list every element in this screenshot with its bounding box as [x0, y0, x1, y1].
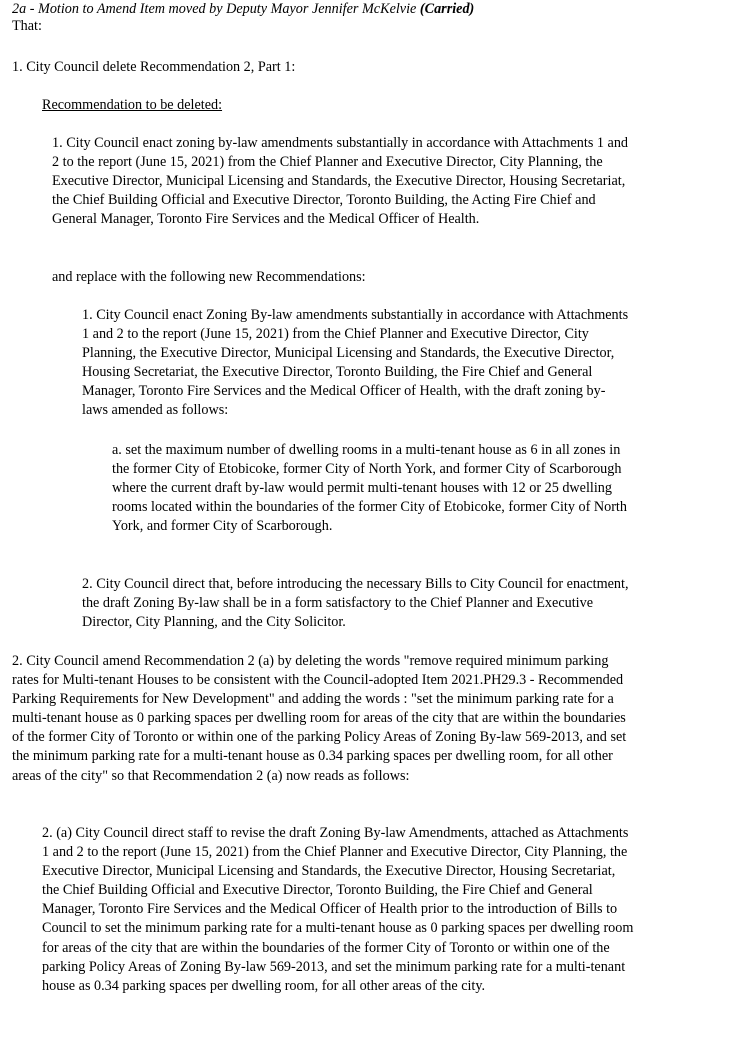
part1-instruction: 1. City Council delete Recommendation 2, Part 1: — [12, 59, 296, 75]
part2-instruction: 2. City Council amend Recommendation 2 (a) by deleting the words "remove required minimum parking rates for Multi-tenant Houses to be consistent with the Council-adopted Item 2021.PH29.3 - Recommended Parking Requirements for New Development" and adding the words : "set the minimum parking rate for a multi-tenant house as 0 parking spaces per dwelling room for areas of the city that are within the boundaries of the former City of Toronto or within one of the parking Policy Areas of Zoning By-law 569-2013, and set the minimum parking rate for a multi-tenant house as 0.34 parking spaces per dwelling room, for all other areas of the city" so that Recommendation 2 (a) now reads as follows: — [12, 653, 627, 784]
new-recommendation-1a: a. set the maximum number of dwelling rooms in a multi-tenant house as 6 in all zones in the former City of Etobicoke, former City of North York, and former City of Scarborough where the current draft by-law would permit multi-tenant houses with 12 or 25 dwelling rooms located within the boundaries of the former City of Etobicoke, former City of North York, and former City of Scarborough. — [112, 442, 627, 535]
replace-intro: and replace with the following new Recommendations: — [52, 269, 366, 285]
motion-status: (Carried) — [419, 1, 475, 17]
motion-that: That: — [12, 18, 42, 34]
amended-recommendation-2a: 2. (a) City Council direct staff to revise the draft Zoning By-law Amendments, attached as Attachments 1 and 2 to the report (June 15, 2021) from the Chief Planner and Executive Director, City Planning, the Executive Director, Municipal Licensing and Standards, the Executive Director, Housing Secretariat, the Chief Building Official and Executive Director, Toronto Building, the Fire Chief and General Manager, Toronto Fire Services and the Medical Officer of Health prior to the introduction of Bills to Council to set the minimum parking rate for a multi-tenant house as 0 parking spaces per dwelling room for areas of the city that are within the boundaries of the former City of Toronto or within one of the parking Policy Areas of Zoning By-law 569-2013, and set the minimum parking rate for a multi-tenant house as 0.34 parking spaces per dwelling room, for all other areas of the city. — [42, 825, 634, 994]
deleted-heading: Recommendation to be deleted: — [42, 97, 223, 113]
new-recommendation-2: 2. City Council direct that, before introducing the necessary Bills to City Council for enactment, the draft Zoning By-law shall be in a form satisfactory to the Chief Planner and Executive Director, City Planning, and the City Solicitor. — [82, 576, 629, 631]
motion-title: 2a - Motion to Amend Item moved by Deputy Mayor Jennifer McKelvie — [12, 1, 417, 17]
new-recommendation-1: 1. City Council enact Zoning By-law amendments substantially in accordance with Attachments 1 and 2 to the report (June 15, 2021) from the Chief Planner and Executive Director, City Planning, the Executive Director, Municipal Licensing and Standards, the Executive Director, Housing Secretariat, the Executive Director, Toronto Building, the Fire Chief and General Manager, Toronto Fire Services and the Medical Officer of Health, with the draft zoning by-laws amended as follows: — [82, 307, 629, 419]
deleted-recommendation: 1. City Council enact zoning by-law amendments substantially in accordance with Attachments 1 and 2 to the report (June 15, 2021) from the Chief Planner and Executive Director, City Planning, the Executive Director, Municipal Licensing and Standards, the Executive Director, Housing Secretariat, the Chief Building Official and Executive Director, Toronto Building, the Acting Fire Chief and General Manager, Toronto Fire Services and the Medical Officer of Health. — [52, 135, 629, 228]
